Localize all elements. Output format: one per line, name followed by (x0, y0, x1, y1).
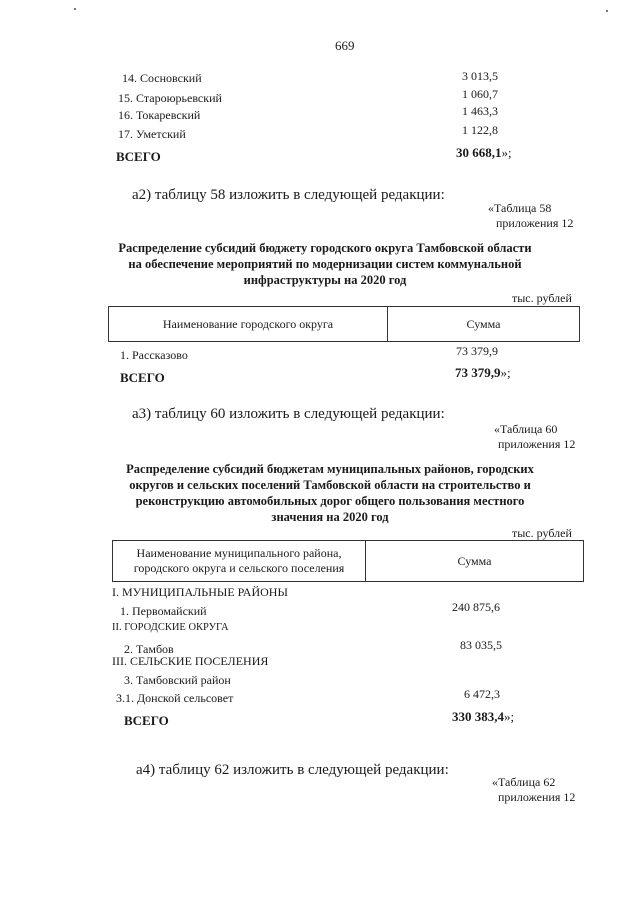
quote-close: »; (501, 145, 512, 160)
section-heading: а4) таблицу 62 изложить в следующей редакции: (136, 762, 449, 778)
total-amount (452, 709, 514, 725)
total-value: 330 383,4 (452, 709, 504, 724)
table-title-line: реконструкцию автомобильных дорог общего пользования местного (135, 494, 525, 508)
total-amount (455, 365, 511, 381)
units-label: тыс. рублей (512, 526, 572, 540)
district-name: 14. Сосновский (122, 71, 202, 85)
column-header-sum: Сумма (388, 307, 580, 342)
table-reference: «Таблица 58 (488, 201, 552, 215)
table-header (108, 306, 580, 342)
section-heading: а3) таблицу 60 изложить в следующей редакции: (132, 406, 445, 422)
total-amount (456, 145, 512, 161)
scan-speck (74, 8, 76, 10)
column-header-sum: Сумма (366, 541, 584, 582)
district-name: 16. Токаревский (118, 108, 201, 122)
table-title-line: на обеспечение мероприятий по модернизации систем коммунальной (128, 257, 522, 271)
subgroup-heading: 3. Тамбовский район (124, 673, 231, 687)
table-title (80, 461, 580, 525)
total-value: 73 379,9 (455, 365, 501, 380)
table-title-line: округов и сельских поселений Тамбовской области на строительство и (129, 478, 531, 492)
total-value: 30 668,1 (456, 145, 502, 160)
district-name: 2. Тамбов (124, 642, 174, 656)
group-heading: II. ГОРОДСКИЕ ОКРУГА (112, 622, 229, 633)
district-name: 1. Первомайский (120, 604, 207, 618)
units-label: тыс. рублей (512, 291, 572, 305)
district-amount: 6 472,3 (464, 687, 500, 701)
district-name: 1. Рассказово (120, 348, 188, 362)
table-title-line: значения на 2020 год (271, 510, 389, 524)
table-header (112, 540, 584, 582)
total-label: ВСЕГО (116, 149, 161, 164)
table-title-line: Распределение субсидий бюджету городского округа Тамбовской области (118, 241, 532, 255)
page-number: 669 (335, 38, 355, 53)
column-header-line: городского округа и сельского поселения (133, 561, 345, 575)
district-name: 17. Уметский (118, 127, 186, 141)
table-reference-appendix: приложения 12 (498, 437, 576, 451)
quote-close: »; (500, 365, 511, 380)
table-reference-appendix: приложения 12 (498, 790, 576, 804)
district-amount: 1 060,7 (462, 87, 498, 101)
district-amount: 1 463,3 (462, 104, 498, 118)
section-heading: а2) таблицу 58 изложить в следующей редакции: (132, 187, 445, 203)
group-heading: III. СЕЛЬСКИЕ ПОСЕЛЕНИЯ (112, 654, 269, 668)
column-header-line: Наименование муниципального района, (136, 546, 342, 560)
table-title (80, 240, 570, 288)
district-name: 3.1. Донской сельсовет (116, 691, 234, 705)
district-amount: 3 013,5 (462, 69, 498, 83)
table-reference: «Таблица 60 (494, 422, 558, 436)
district-amount: 1 122,8 (462, 123, 498, 137)
column-header-name (113, 541, 366, 582)
table-title-line: инфраструктуры на 2020 год (243, 273, 407, 287)
district-amount: 83 035,5 (460, 638, 502, 652)
district-amount: 240 875,6 (452, 600, 500, 614)
total-label: ВСЕГО (124, 713, 169, 728)
column-header-name: Наименование городского округа (109, 307, 388, 342)
total-label: ВСЕГО (120, 370, 165, 385)
table-title-line: Распределение субсидий бюджетам муниципальных районов, городских (126, 462, 534, 476)
table-reference-appendix: приложения 12 (496, 216, 574, 230)
district-name: 15. Староюрьевский (118, 91, 222, 105)
group-heading: I. МУНИЦИПАЛЬНЫЕ РАЙОНЫ (112, 585, 288, 599)
district-amount: 73 379,9 (456, 344, 498, 358)
quote-close: »; (504, 709, 515, 724)
scan-speck (606, 10, 608, 12)
table-reference: «Таблица 62 (492, 775, 556, 789)
